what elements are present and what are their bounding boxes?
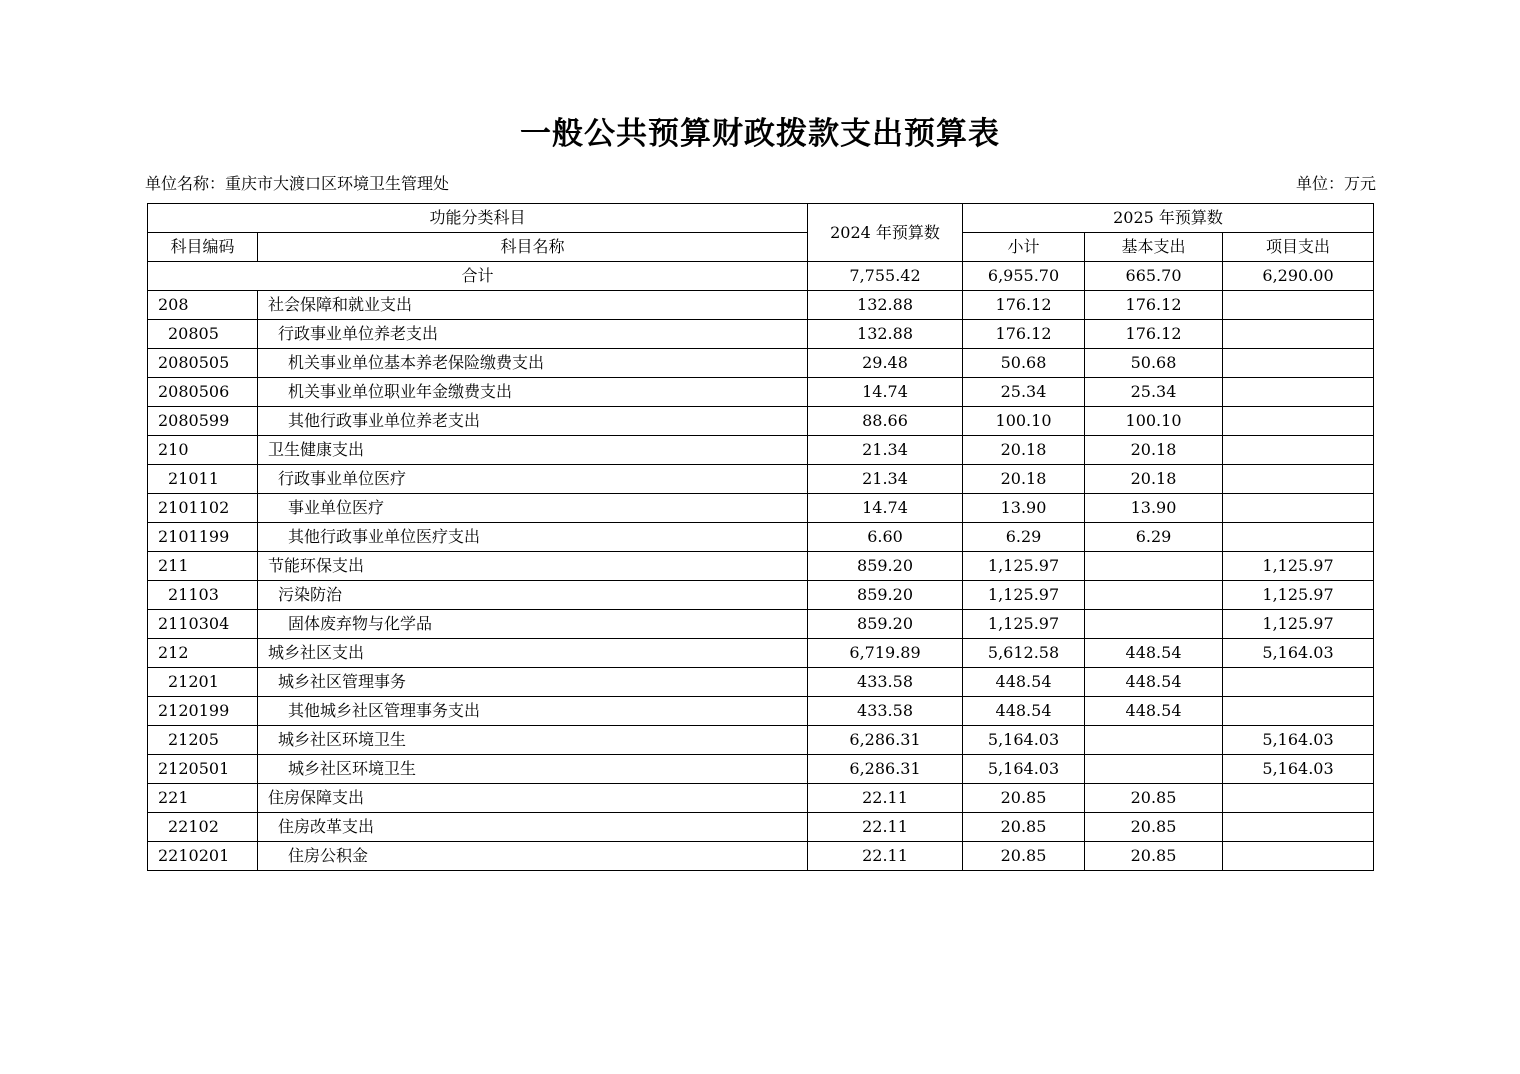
header-basic: 基本支出 [1085,233,1223,262]
header-budget-2025: 2025 年预算数 [963,204,1374,233]
row-basic: 100.10 [1085,407,1223,436]
row-budget-2024: 132.88 [808,291,963,320]
row-budget-2024: 22.11 [808,784,963,813]
row-budget-2024: 859.20 [808,610,963,639]
row-basic: 20.18 [1085,436,1223,465]
row-name: 行政事业单位医疗 [258,465,808,494]
row-name: 城乡社区环境卫生 [258,726,808,755]
table-row [148,610,1374,639]
header-name: 科目名称 [258,233,808,262]
row-project [1223,784,1374,813]
row-basic: 20.18 [1085,465,1223,494]
row-budget-2024: 132.88 [808,320,963,349]
row-basic: 448.54 [1085,639,1223,668]
row-budget-2024: 433.58 [808,668,963,697]
table-row [148,581,1374,610]
row-basic: 176.12 [1085,320,1223,349]
row-project [1223,349,1374,378]
row-subtotal: 1,125.97 [963,552,1085,581]
row-code: 2101102 [148,494,258,523]
row-budget-2024: 88.66 [808,407,963,436]
row-basic: 6.29 [1085,523,1223,552]
row-project: 1,125.97 [1223,581,1374,610]
row-name: 其他行政事业单位医疗支出 [258,523,808,552]
row-budget-2024: 433.58 [808,697,963,726]
row-project [1223,291,1374,320]
header-row-2 [148,233,1374,262]
row-project: 5,164.03 [1223,639,1374,668]
row-project [1223,407,1374,436]
row-name: 社会保障和就业支出 [258,291,808,320]
table-body [148,262,1374,871]
row-basic: 13.90 [1085,494,1223,523]
table-row [148,291,1374,320]
row-budget-2024: 6.60 [808,523,963,552]
table-row [148,552,1374,581]
row-subtotal: 176.12 [963,291,1085,320]
row-code: 2080505 [148,349,258,378]
row-basic [1085,552,1223,581]
row-code: 21103 [148,581,258,610]
table-row [148,407,1374,436]
row-project [1223,813,1374,842]
row-code: 2080506 [148,378,258,407]
row-subtotal: 5,612.58 [963,639,1085,668]
row-budget-2024: 6,286.31 [808,755,963,784]
row-name: 城乡社区支出 [258,639,808,668]
table-row [148,813,1374,842]
row-basic: 25.34 [1085,378,1223,407]
row-name: 污染防治 [258,581,808,610]
row-code: 2101199 [148,523,258,552]
row-project: 5,164.03 [1223,726,1374,755]
row-name: 事业单位医疗 [258,494,808,523]
row-project [1223,494,1374,523]
row-project [1223,436,1374,465]
row-basic [1085,610,1223,639]
row-code: 2120199 [148,697,258,726]
table-row [148,436,1374,465]
row-budget-2024: 859.20 [808,581,963,610]
row-subtotal: 448.54 [963,697,1085,726]
row-budget-2024: 22.11 [808,813,963,842]
row-basic: 20.85 [1085,784,1223,813]
row-code: 2120501 [148,755,258,784]
total-label: 合计 [148,262,808,291]
table-row [148,523,1374,552]
table-row [148,465,1374,494]
table-row [148,726,1374,755]
row-basic [1085,755,1223,784]
row-subtotal: 20.18 [963,436,1085,465]
row-subtotal: 25.34 [963,378,1085,407]
row-subtotal: 176.12 [963,320,1085,349]
row-subtotal: 1,125.97 [963,581,1085,610]
row-code: 2210201 [148,842,258,871]
header-project: 项目支出 [1223,233,1374,262]
row-code: 208 [148,291,258,320]
table-row [148,668,1374,697]
header-subtotal: 小计 [963,233,1085,262]
unit-label: 单位：万元 [1295,174,1376,193]
row-name: 住房公积金 [258,842,808,871]
row-budget-2024: 21.34 [808,465,963,494]
row-code: 22102 [148,813,258,842]
row-subtotal: 448.54 [963,668,1085,697]
header-row-1 [148,204,1374,233]
row-name: 卫生健康支出 [258,436,808,465]
row-name: 机关事业单位基本养老保险缴费支出 [258,349,808,378]
row-code: 21201 [148,668,258,697]
row-project [1223,523,1374,552]
total-basic: 665.70 [1085,262,1223,291]
row-code: 2110304 [148,610,258,639]
table-row [148,349,1374,378]
table-row [148,697,1374,726]
row-code: 211 [148,552,258,581]
row-subtotal: 20.85 [963,813,1085,842]
row-code: 21205 [148,726,258,755]
row-code: 210 [148,436,258,465]
row-subtotal: 13.90 [963,494,1085,523]
row-code: 21011 [148,465,258,494]
row-basic [1085,726,1223,755]
row-name: 其他城乡社区管理事务支出 [258,697,808,726]
total-2024: 7,755.42 [808,262,963,291]
row-basic: 20.85 [1085,813,1223,842]
row-name: 行政事业单位养老支出 [258,320,808,349]
row-budget-2024: 14.74 [808,494,963,523]
row-budget-2024: 22.11 [808,842,963,871]
row-basic: 448.54 [1085,697,1223,726]
header-code: 科目编码 [148,233,258,262]
row-code: 221 [148,784,258,813]
row-subtotal: 5,164.03 [963,726,1085,755]
table-row [148,320,1374,349]
total-row [148,262,1374,291]
budget-table [147,203,1374,871]
row-project [1223,320,1374,349]
row-code: 20805 [148,320,258,349]
row-project [1223,842,1374,871]
row-name: 城乡社区环境卫生 [258,755,808,784]
row-name: 城乡社区管理事务 [258,668,808,697]
row-basic: 176.12 [1085,291,1223,320]
row-budget-2024: 21.34 [808,436,963,465]
header-budget-2024: 2024 年预算数 [808,204,963,262]
unit-name-label: 单位名称：重庆市大渡口区环境卫生管理处 [145,174,450,193]
row-project [1223,465,1374,494]
table-row [148,494,1374,523]
table-header [148,204,1374,262]
table-row [148,755,1374,784]
row-subtotal: 1,125.97 [963,610,1085,639]
table-row [148,784,1374,813]
header-func-class: 功能分类科目 [148,204,808,233]
row-basic: 20.85 [1085,842,1223,871]
row-basic [1085,581,1223,610]
row-code: 2080599 [148,407,258,436]
table-row [148,639,1374,668]
row-subtotal: 20.85 [963,842,1085,871]
total-subtotal: 6,955.70 [963,262,1085,291]
row-project [1223,668,1374,697]
row-project [1223,697,1374,726]
row-project [1223,378,1374,407]
row-budget-2024: 6,286.31 [808,726,963,755]
row-code: 212 [148,639,258,668]
row-subtotal: 6.29 [963,523,1085,552]
row-name: 节能环保支出 [258,552,808,581]
row-name: 机关事业单位职业年金缴费支出 [258,378,808,407]
row-budget-2024: 14.74 [808,378,963,407]
table-row [148,378,1374,407]
row-subtotal: 20.85 [963,784,1085,813]
page-title: 一般公共预算财政拨款支出预算表 [520,116,1000,152]
row-subtotal: 100.10 [963,407,1085,436]
row-budget-2024: 29.48 [808,349,963,378]
table-row [148,842,1374,871]
total-project: 6,290.00 [1223,262,1374,291]
row-project: 1,125.97 [1223,552,1374,581]
row-name: 住房保障支出 [258,784,808,813]
row-basic: 448.54 [1085,668,1223,697]
row-subtotal: 5,164.03 [963,755,1085,784]
row-name: 固体废弃物与化学品 [258,610,808,639]
row-name: 住房改革支出 [258,813,808,842]
row-name: 其他行政事业单位养老支出 [258,407,808,436]
row-project: 1,125.97 [1223,610,1374,639]
row-basic: 50.68 [1085,349,1223,378]
row-project: 5,164.03 [1223,755,1374,784]
row-subtotal: 50.68 [963,349,1085,378]
row-budget-2024: 6,719.89 [808,639,963,668]
row-subtotal: 20.18 [963,465,1085,494]
row-budget-2024: 859.20 [808,552,963,581]
